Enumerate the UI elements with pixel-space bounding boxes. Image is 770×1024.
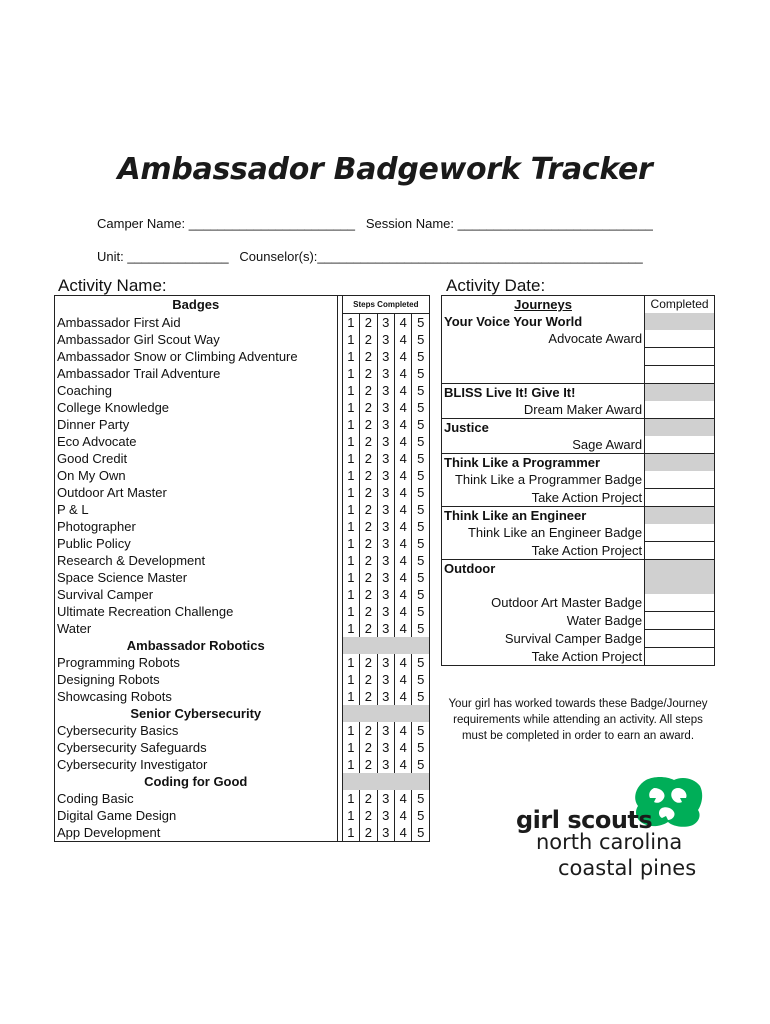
step-4-cell[interactable]: 4: [395, 586, 412, 603]
journey-row: [442, 648, 715, 666]
step-5-cell[interactable]: 5: [417, 451, 425, 466]
step-3-cell[interactable]: 3: [377, 467, 394, 484]
step-4-cell[interactable]: 4: [395, 688, 412, 705]
step-1-cell[interactable]: 1: [342, 671, 359, 688]
step-1-cell[interactable]: 1: [342, 365, 359, 382]
step-1-cell[interactable]: 1: [342, 722, 359, 739]
category-shade-cell: [342, 773, 429, 790]
badges-header: Badges: [55, 296, 338, 314]
completed-cell: [645, 507, 715, 525]
journey-award: Take Action Project: [442, 648, 645, 666]
step-4-cell[interactable]: 4: [395, 484, 412, 501]
step-3-cell[interactable]: 3: [377, 603, 394, 620]
step-3-cell[interactable]: 3: [377, 739, 394, 756]
journey-award: [442, 348, 645, 366]
step-4-cell[interactable]: 4: [395, 518, 412, 535]
journey-title: Your Voice Your World: [442, 313, 645, 330]
step-5-cell[interactable]: 5: [417, 485, 425, 500]
step-1-cell[interactable]: 1: [342, 756, 359, 773]
completed-cell: [645, 560, 715, 578]
step-1-cell[interactable]: 1: [342, 603, 359, 620]
step-5-cell[interactable]: 5: [417, 825, 425, 840]
step-4-cell[interactable]: 4: [395, 314, 412, 332]
completed-cell[interactable]: [645, 524, 715, 542]
step-2-cell[interactable]: 2: [360, 552, 377, 569]
step-5-cell[interactable]: 5: [417, 536, 425, 551]
journey-row: [442, 313, 715, 330]
step-5-cell[interactable]: 5: [417, 757, 425, 772]
step-2-cell[interactable]: 2: [360, 671, 377, 688]
step-3-cell[interactable]: 3: [377, 722, 394, 739]
journey-award: Think Like an Engineer Badge: [442, 524, 645, 542]
badge-row: [55, 671, 430, 688]
badge-row: [55, 688, 430, 705]
badge-category-row: [55, 705, 430, 722]
step-5-cell[interactable]: 5: [417, 434, 425, 449]
step-5-cell[interactable]: 5: [417, 502, 425, 517]
badge-row: [55, 467, 430, 484]
step-5-cell[interactable]: 5: [417, 723, 425, 738]
award-note: Your girl has worked towards these Badge/Journey requirements while attending an activity. All steps must be completed in order to earn an award.: [448, 698, 708, 742]
step-2-cell[interactable]: 2: [360, 756, 377, 773]
badge-row: [55, 450, 430, 467]
badge-name: Ambassador Trail Adventure: [55, 365, 338, 382]
step-2-cell[interactable]: 2: [360, 654, 377, 671]
journey-row: [442, 471, 715, 489]
step-4-cell[interactable]: 4: [395, 382, 412, 399]
journey-award: Advocate Award: [442, 330, 645, 348]
step-2-cell[interactable]: 2: [360, 433, 377, 450]
journey-title: BLISS Live It! Give It!: [442, 384, 645, 402]
step-4-cell[interactable]: 4: [395, 722, 412, 739]
step-4-cell[interactable]: 4: [395, 807, 412, 824]
step-4-cell[interactable]: 4: [395, 654, 412, 671]
badge-name: Good Credit: [55, 450, 338, 467]
badge-row: [55, 620, 430, 637]
step-3-cell[interactable]: 3: [377, 586, 394, 603]
step-4-cell[interactable]: 4: [395, 433, 412, 450]
badge-row: [55, 722, 430, 739]
step-1-cell[interactable]: 1: [342, 569, 359, 586]
step-4-cell[interactable]: 4: [395, 331, 412, 348]
completed-cell: [645, 384, 715, 402]
step-2-cell[interactable]: 2: [360, 331, 377, 348]
badge-name: Coding Basic: [55, 790, 338, 807]
step-2-cell[interactable]: 2: [360, 450, 377, 467]
completed-cell[interactable]: [645, 594, 715, 612]
journey-award: Dream Maker Award: [442, 401, 645, 419]
journey-award: [442, 366, 645, 384]
journey-row: [442, 419, 715, 437]
badge-row: [55, 433, 430, 450]
journeys-table: [441, 295, 715, 666]
completed-cell[interactable]: [645, 348, 715, 366]
journey-title: Think Like a Programmer: [442, 454, 645, 472]
badges-table: [54, 295, 430, 842]
step-3-cell[interactable]: 3: [377, 807, 394, 824]
badge-row: [55, 416, 430, 433]
step-4-cell[interactable]: 4: [395, 348, 412, 365]
journey-row: [442, 384, 715, 402]
journey-row: [442, 577, 715, 594]
step-4-cell[interactable]: 4: [395, 450, 412, 467]
badge-row: [55, 824, 430, 842]
completed-header: Completed: [650, 297, 709, 311]
step-2-cell[interactable]: 2: [360, 722, 377, 739]
completed-cell[interactable]: [645, 542, 715, 560]
step-5-cell[interactable]: 5: [417, 383, 425, 398]
step-1-cell[interactable]: 1: [342, 450, 359, 467]
journey-award: Sage Award: [442, 436, 645, 454]
step-5-cell[interactable]: 5: [417, 570, 425, 585]
step-4-cell[interactable]: 4: [395, 739, 412, 756]
step-3-cell[interactable]: 3: [377, 824, 394, 842]
step-2-cell[interactable]: 2: [360, 739, 377, 756]
camper-session-line: Camper Name: _______________________ Session Name: ___________________________: [97, 216, 653, 231]
step-3-cell[interactable]: 3: [377, 790, 394, 807]
badge-category-row: [55, 637, 430, 654]
badge-name: Dinner Party: [55, 416, 338, 433]
badge-name: Coaching: [55, 382, 338, 399]
journey-row: [442, 612, 715, 630]
completed-cell: [645, 419, 715, 437]
completed-cell: [645, 577, 715, 594]
step-3-cell[interactable]: 3: [377, 416, 394, 433]
badge-name: Eco Advocate: [55, 433, 338, 450]
step-2-cell[interactable]: 2: [360, 365, 377, 382]
badge-row: [55, 807, 430, 824]
step-2-cell[interactable]: 2: [360, 348, 377, 365]
badge-row: [55, 654, 430, 671]
badge-name: P & L: [55, 501, 338, 518]
journey-award: Take Action Project: [442, 489, 645, 507]
step-5-cell[interactable]: 5: [417, 587, 425, 602]
step-5-cell[interactable]: 5: [417, 417, 425, 432]
journey-row: [442, 454, 715, 472]
step-1-cell[interactable]: 1: [342, 552, 359, 569]
badge-row: [55, 586, 430, 603]
step-5-cell[interactable]: 5: [417, 332, 425, 347]
category-shade-cell: [342, 705, 429, 722]
page-title: Ambassador Badgework Tracker: [117, 152, 653, 187]
step-4-cell[interactable]: 4: [395, 790, 412, 807]
step-3-cell[interactable]: 3: [377, 552, 394, 569]
badge-name: Ultimate Recreation Challenge: [55, 603, 338, 620]
logo-line-1: north carolina: [536, 830, 683, 854]
journey-row: [442, 630, 715, 648]
activity-date-label: Activity Date:: [446, 276, 546, 295]
step-4-cell[interactable]: 4: [395, 416, 412, 433]
badge-name: Ambassador Girl Scout Way: [55, 331, 338, 348]
journey-row: [442, 401, 715, 419]
step-3-cell[interactable]: 3: [377, 331, 394, 348]
step-5-cell[interactable]: 5: [417, 349, 425, 364]
step-4-cell[interactable]: 4: [395, 569, 412, 586]
completed-cell[interactable]: [645, 330, 715, 348]
badge-row: [55, 331, 430, 348]
step-2-cell[interactable]: 2: [360, 586, 377, 603]
step-4-cell[interactable]: 4: [395, 756, 412, 773]
badge-row: [55, 382, 430, 399]
step-1-cell[interactable]: 1: [342, 518, 359, 535]
step-5-cell[interactable]: 5: [417, 519, 425, 534]
journey-award: Outdoor Art Master Badge: [442, 594, 645, 612]
badge-row: [55, 756, 430, 773]
step-3-cell[interactable]: 3: [377, 365, 394, 382]
step-2-cell[interactable]: 2: [360, 382, 377, 399]
step-5-cell[interactable]: 5: [417, 740, 425, 755]
badge-category-label: Ambassador Robotics: [55, 637, 338, 654]
badge-row: [55, 484, 430, 501]
step-2-cell[interactable]: 2: [360, 603, 377, 620]
step-2-cell[interactable]: 2: [360, 688, 377, 705]
completed-cell: [645, 454, 715, 472]
step-2-cell[interactable]: 2: [360, 416, 377, 433]
badge-row: [55, 552, 430, 569]
girl-scouts-logo: [514, 776, 714, 886]
badge-row: [55, 348, 430, 365]
step-1-cell[interactable]: 1: [342, 331, 359, 348]
journey-award: Take Action Project: [442, 542, 645, 560]
badges-header-row: [55, 296, 430, 314]
step-3-cell[interactable]: 3: [377, 535, 394, 552]
badge-name: Water: [55, 620, 338, 637]
journey-award: [442, 577, 645, 594]
badge-name: Space Science Master: [55, 569, 338, 586]
completed-cell[interactable]: [645, 489, 715, 507]
badge-name: Designing Robots: [55, 671, 338, 688]
step-1-cell[interactable]: 1: [342, 824, 359, 842]
step-1-cell[interactable]: 1: [342, 654, 359, 671]
journey-award: Survival Camper Badge: [442, 630, 645, 648]
step-1-cell[interactable]: 1: [342, 586, 359, 603]
journey-row: [442, 348, 715, 366]
badge-row: [55, 314, 430, 332]
journey-row: [442, 489, 715, 507]
journeys-header-row: [442, 296, 715, 314]
step-1-cell[interactable]: 1: [342, 790, 359, 807]
logo-wordmark: girl scouts: [516, 806, 653, 834]
badge-name: Outdoor Art Master: [55, 484, 338, 501]
badge-row: [55, 365, 430, 382]
journey-award: Water Badge: [442, 612, 645, 630]
journey-title: Think Like an Engineer: [442, 507, 645, 525]
step-5-cell[interactable]: 5: [417, 604, 425, 619]
badge-name: Research & Development: [55, 552, 338, 569]
journey-row: [442, 542, 715, 560]
badge-row: [55, 518, 430, 535]
step-1-cell[interactable]: 1: [342, 382, 359, 399]
step-3-cell[interactable]: 3: [377, 348, 394, 365]
journey-row: [442, 366, 715, 384]
badge-name: Programming Robots: [55, 654, 338, 671]
badge-row: [55, 603, 430, 620]
activity-name-label: Activity Name:: [58, 276, 167, 295]
step-4-cell[interactable]: 4: [395, 824, 412, 842]
step-2-cell[interactable]: 2: [360, 824, 377, 842]
unit-counselor-line: Unit: ______________ Counselor(s):_____________________________________________: [97, 249, 643, 264]
journey-row: [442, 594, 715, 612]
badge-name: Digital Game Design: [55, 807, 338, 824]
step-3-cell[interactable]: 3: [377, 450, 394, 467]
journey-award: Think Like a Programmer Badge: [442, 471, 645, 489]
step-5-cell[interactable]: 5: [417, 689, 425, 704]
completed-cell[interactable]: [645, 630, 715, 648]
badge-row: [55, 739, 430, 756]
step-5-cell[interactable]: 5: [417, 621, 425, 636]
step-2-cell[interactable]: 2: [360, 399, 377, 416]
step-1-cell[interactable]: 1: [342, 467, 359, 484]
journey-row: [442, 330, 715, 348]
step-3-cell[interactable]: 3: [377, 433, 394, 450]
step-2-cell[interactable]: 2: [360, 535, 377, 552]
badge-name: Survival Camper: [55, 586, 338, 603]
completed-cell: [645, 313, 715, 330]
step-2-cell[interactable]: 2: [360, 314, 377, 332]
step-1-cell[interactable]: 1: [342, 620, 359, 637]
step-2-cell[interactable]: 2: [360, 467, 377, 484]
step-4-cell[interactable]: 4: [395, 552, 412, 569]
badge-category-label: Coding for Good: [55, 773, 338, 790]
journey-row: [442, 560, 715, 578]
badge-name: Cybersecurity Basics: [55, 722, 338, 739]
step-4-cell[interactable]: 4: [395, 399, 412, 416]
step-2-cell[interactable]: 2: [360, 807, 377, 824]
step-5-cell[interactable]: 5: [417, 655, 425, 670]
step-3-cell[interactable]: 3: [377, 756, 394, 773]
badge-category-label: Senior Cybersecurity: [55, 705, 338, 722]
badge-name: App Development: [55, 824, 338, 842]
step-1-cell[interactable]: 1: [342, 501, 359, 518]
step-5-cell[interactable]: 5: [417, 553, 425, 568]
journey-row: [442, 524, 715, 542]
completed-cell[interactable]: [645, 401, 715, 419]
journey-title: Justice: [442, 419, 645, 437]
badge-name: Cybersecurity Investigator: [55, 756, 338, 773]
step-1-cell[interactable]: 1: [342, 535, 359, 552]
step-3-cell[interactable]: 3: [377, 399, 394, 416]
step-4-cell[interactable]: 4: [395, 671, 412, 688]
badge-name: Ambassador First Aid: [55, 314, 338, 332]
badge-name: College Knowledge: [55, 399, 338, 416]
steps-completed-header: Steps Completed: [342, 296, 429, 314]
step-2-cell[interactable]: 2: [360, 790, 377, 807]
badge-category-row: [55, 773, 430, 790]
badge-name: Cybersecurity Safeguards: [55, 739, 338, 756]
step-5-cell[interactable]: 5: [417, 400, 425, 415]
step-3-cell[interactable]: 3: [377, 518, 394, 535]
step-3-cell[interactable]: 3: [377, 382, 394, 399]
step-4-cell[interactable]: 4: [395, 620, 412, 637]
step-3-cell[interactable]: 3: [377, 688, 394, 705]
journeys-header: Journeys: [442, 296, 645, 314]
step-1-cell[interactable]: 1: [342, 739, 359, 756]
step-1-cell[interactable]: 1: [342, 416, 359, 433]
badge-name: Showcasing Robots: [55, 688, 338, 705]
step-3-cell[interactable]: 3: [377, 671, 394, 688]
step-3-cell[interactable]: 3: [377, 484, 394, 501]
step-1-cell[interactable]: 1: [342, 314, 359, 332]
step-5-cell[interactable]: 5: [417, 672, 425, 687]
badge-row: [55, 790, 430, 807]
step-2-cell[interactable]: 2: [360, 569, 377, 586]
step-3-cell[interactable]: 3: [377, 569, 394, 586]
step-4-cell[interactable]: 4: [395, 603, 412, 620]
badge-name: On My Own: [55, 467, 338, 484]
step-1-cell[interactable]: 1: [342, 688, 359, 705]
step-1-cell[interactable]: 1: [342, 433, 359, 450]
completed-cell[interactable]: [645, 648, 715, 666]
journey-title: Outdoor: [442, 560, 645, 578]
step-3-cell[interactable]: 3: [377, 314, 394, 332]
badge-row: [55, 399, 430, 416]
step-3-cell[interactable]: 3: [377, 654, 394, 671]
badge-name: Ambassador Snow or Climbing Adventure: [55, 348, 338, 365]
step-1-cell[interactable]: 1: [342, 807, 359, 824]
step-5-cell[interactable]: 5: [417, 791, 425, 806]
step-2-cell[interactable]: 2: [360, 484, 377, 501]
step-4-cell[interactable]: 4: [395, 467, 412, 484]
badge-row: [55, 535, 430, 552]
step-4-cell[interactable]: 4: [395, 535, 412, 552]
completed-cell[interactable]: [645, 436, 715, 454]
badge-name: Public Policy: [55, 535, 338, 552]
step-5-cell[interactable]: 5: [417, 808, 425, 823]
step-1-cell[interactable]: 1: [342, 484, 359, 501]
step-2-cell[interactable]: 2: [360, 501, 377, 518]
journey-row: [442, 436, 715, 454]
step-4-cell[interactable]: 4: [395, 365, 412, 382]
completed-cell[interactable]: [645, 366, 715, 384]
step-1-cell[interactable]: 1: [342, 348, 359, 365]
step-5-cell[interactable]: 5: [417, 366, 425, 381]
step-1-cell[interactable]: 1: [342, 399, 359, 416]
badge-row: [55, 501, 430, 518]
journey-row: [442, 507, 715, 525]
step-3-cell[interactable]: 3: [377, 501, 394, 518]
step-4-cell[interactable]: 4: [395, 501, 412, 518]
badge-row: [55, 569, 430, 586]
step-5-cell[interactable]: 5: [417, 315, 425, 330]
step-2-cell[interactable]: 2: [360, 620, 377, 637]
badge-name: Photographer: [55, 518, 338, 535]
completed-cell[interactable]: [645, 612, 715, 630]
step-2-cell[interactable]: 2: [360, 518, 377, 535]
category-shade-cell: [342, 637, 429, 654]
step-5-cell[interactable]: 5: [417, 468, 425, 483]
completed-cell[interactable]: [645, 471, 715, 489]
logo-line-2: coastal pines: [558, 856, 697, 880]
step-3-cell[interactable]: 3: [377, 620, 394, 637]
